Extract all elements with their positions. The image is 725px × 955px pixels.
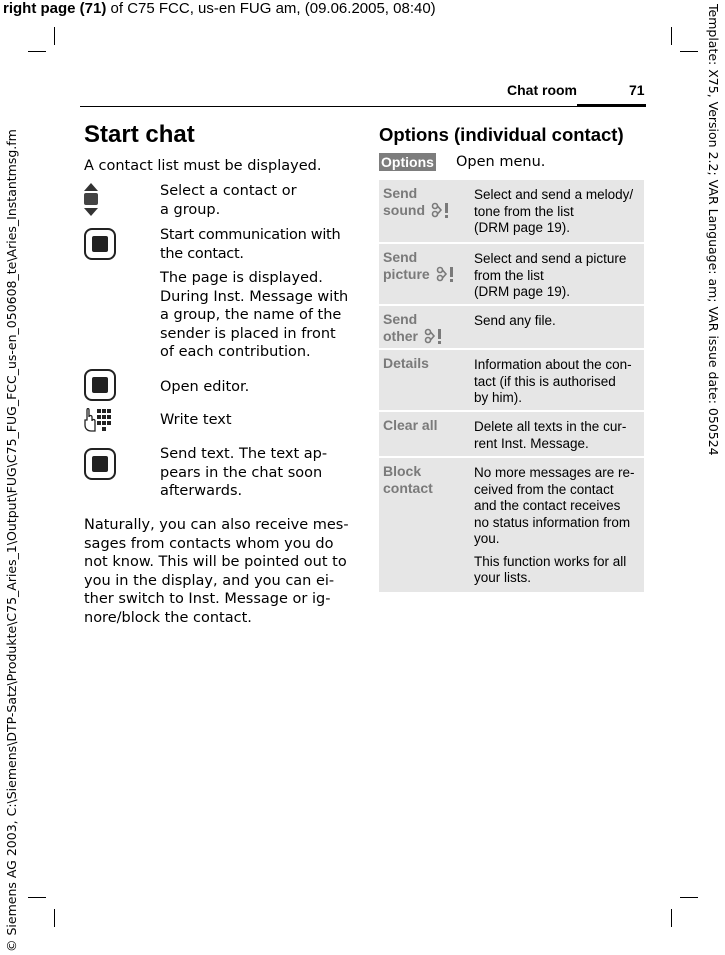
- desc-line: Information about the con-: [474, 357, 632, 372]
- crop-mark: [54, 27, 55, 45]
- label-line: Send: [383, 185, 418, 201]
- step-line: the contact.: [160, 245, 244, 262]
- running-title: Chat room: [507, 82, 577, 98]
- open-menu-text: Open menu.: [456, 154, 546, 170]
- step-page-displayed: [160, 269, 355, 362]
- option-description: [474, 251, 640, 301]
- nav-up-down-icon: [84, 183, 98, 221]
- drm-lock-icon: [422, 328, 444, 348]
- crop-mark: [671, 909, 672, 927]
- table-row: [379, 304, 644, 350]
- table-row: [379, 242, 644, 304]
- page-number: 71: [629, 82, 645, 98]
- step-start-communication: [160, 226, 355, 263]
- option-label: [383, 463, 468, 497]
- desc-line: rent Inst. Message.: [474, 435, 589, 451]
- options-softkey[interactable]: Options: [379, 153, 436, 171]
- crop-mark: [54, 909, 55, 927]
- desc-line: (DRM page 19).: [474, 284, 571, 299]
- paragraph-line: not know. This will be pointed out to: [84, 554, 347, 570]
- desc-line: tone from the list: [474, 203, 574, 219]
- paragraph-line: sages from contacts whom you do: [84, 535, 334, 552]
- paragraph-line: ther switch to Inst. Message or ig-: [84, 591, 331, 607]
- step-line: Start communication with: [160, 227, 341, 243]
- page-ref: right page (71): [3, 0, 107, 17]
- desc-line: No more messages are re-: [474, 465, 635, 480]
- center-key-icon: [84, 369, 116, 405]
- options-table: [379, 180, 644, 592]
- step-line: of each contribution.: [160, 344, 311, 360]
- desc-line: you.: [474, 531, 500, 546]
- step-write-text: [160, 411, 355, 430]
- desc-line: from the list: [474, 267, 544, 283]
- label-line: Send: [383, 311, 418, 327]
- options-heading: Options (individual contact): [379, 124, 624, 145]
- note-line: This function works for all: [474, 553, 627, 569]
- file-info: of C75 FCC, us-en FUG am, (09.06.2005, 08:40): [106, 0, 436, 17]
- option-description: [474, 313, 640, 330]
- crop-mark: [28, 51, 46, 52]
- option-label: [383, 355, 468, 372]
- desc-line: tact (if this is authorised: [474, 373, 616, 389]
- desc-line: Select and send a melody/: [474, 187, 634, 202]
- drm-lock-icon: [429, 202, 451, 222]
- label-line: Clear all: [383, 417, 438, 433]
- label-line: contact: [383, 480, 433, 496]
- table-row: [379, 348, 644, 412]
- label-line: Send: [383, 249, 418, 265]
- desc-line: (DRM page 19).: [474, 220, 571, 235]
- option-description: [474, 357, 640, 407]
- copyright-path: © Siemens AG 2003, C:\Siemens\DTP-Satz\Produkte\C75_Aries_1\Output\FUG\C75_FUG_FCC_us-en_050608_te\Aries_Instantmsg.fm: [4, 129, 19, 952]
- paragraph-line: Naturally, you can also receive mes-: [84, 517, 349, 533]
- step-line: Select a contact or: [160, 183, 297, 199]
- label-line: sound: [383, 202, 425, 218]
- step-line: Send text. The text ap-: [160, 446, 328, 462]
- option-label: [383, 185, 468, 222]
- header-rule-accent: [577, 104, 646, 107]
- step-line: a group, the name of the: [160, 307, 342, 323]
- label-line: picture: [383, 266, 430, 282]
- template-info: Template: X75, Version 2.2; VAR Language: am; VAR issue date: 050524: [706, 4, 721, 456]
- label-line: Details: [383, 355, 429, 371]
- step-line: a group.: [160, 201, 221, 218]
- step-line: The page is displayed.: [160, 270, 323, 286]
- step-send-text: [160, 445, 355, 501]
- note-line: your lists.: [474, 570, 532, 585]
- option-description: [474, 187, 640, 237]
- desc-line: by him).: [474, 390, 523, 405]
- paragraph-line: you in the display, and you can ei-: [84, 572, 335, 589]
- desc-line: no status information from: [474, 514, 631, 530]
- desc-line: Select and send a picture: [474, 251, 627, 266]
- label-line: other: [383, 328, 418, 344]
- step-line: sender is placed in front: [160, 325, 336, 342]
- table-row: [379, 456, 644, 594]
- section-heading: Start chat: [84, 121, 195, 148]
- step-line: afterwards.: [160, 483, 243, 499]
- center-key-icon: [84, 448, 116, 484]
- closing-paragraph: [84, 516, 352, 627]
- center-key-icon: [84, 228, 116, 264]
- print-header: [3, 0, 436, 17]
- option-label: [383, 311, 468, 348]
- option-description: [474, 419, 640, 452]
- desc-line: and the contact receives: [474, 498, 621, 513]
- drm-lock-icon: [434, 266, 456, 286]
- step-line: Open editor.: [160, 379, 250, 395]
- step-open-editor: [160, 378, 355, 397]
- option-label: [383, 249, 468, 286]
- table-row: [379, 180, 644, 242]
- intro-text: A contact list must be displayed.: [84, 158, 322, 174]
- step-line: pears in the chat soon: [160, 464, 323, 481]
- header-rule: [80, 106, 646, 107]
- keypad-hand-icon: [84, 408, 112, 436]
- desc-line: ceived from the contact: [474, 481, 614, 497]
- option-label: [383, 417, 468, 434]
- desc-line: Delete all texts in the cur-: [474, 419, 627, 434]
- table-row: [379, 410, 644, 458]
- crop-mark: [680, 897, 698, 898]
- option-description: [474, 465, 640, 587]
- crop-mark: [28, 897, 46, 898]
- step-line: Write text: [160, 412, 232, 428]
- paragraph-line: nore/block the contact.: [84, 609, 252, 626]
- crop-mark: [680, 51, 698, 52]
- crop-mark: [671, 27, 672, 45]
- step-select-contact: [160, 182, 355, 219]
- desc-line: Send any file.: [474, 313, 556, 328]
- step-line: During Inst. Message with: [160, 288, 349, 305]
- label-line: Block: [383, 463, 422, 479]
